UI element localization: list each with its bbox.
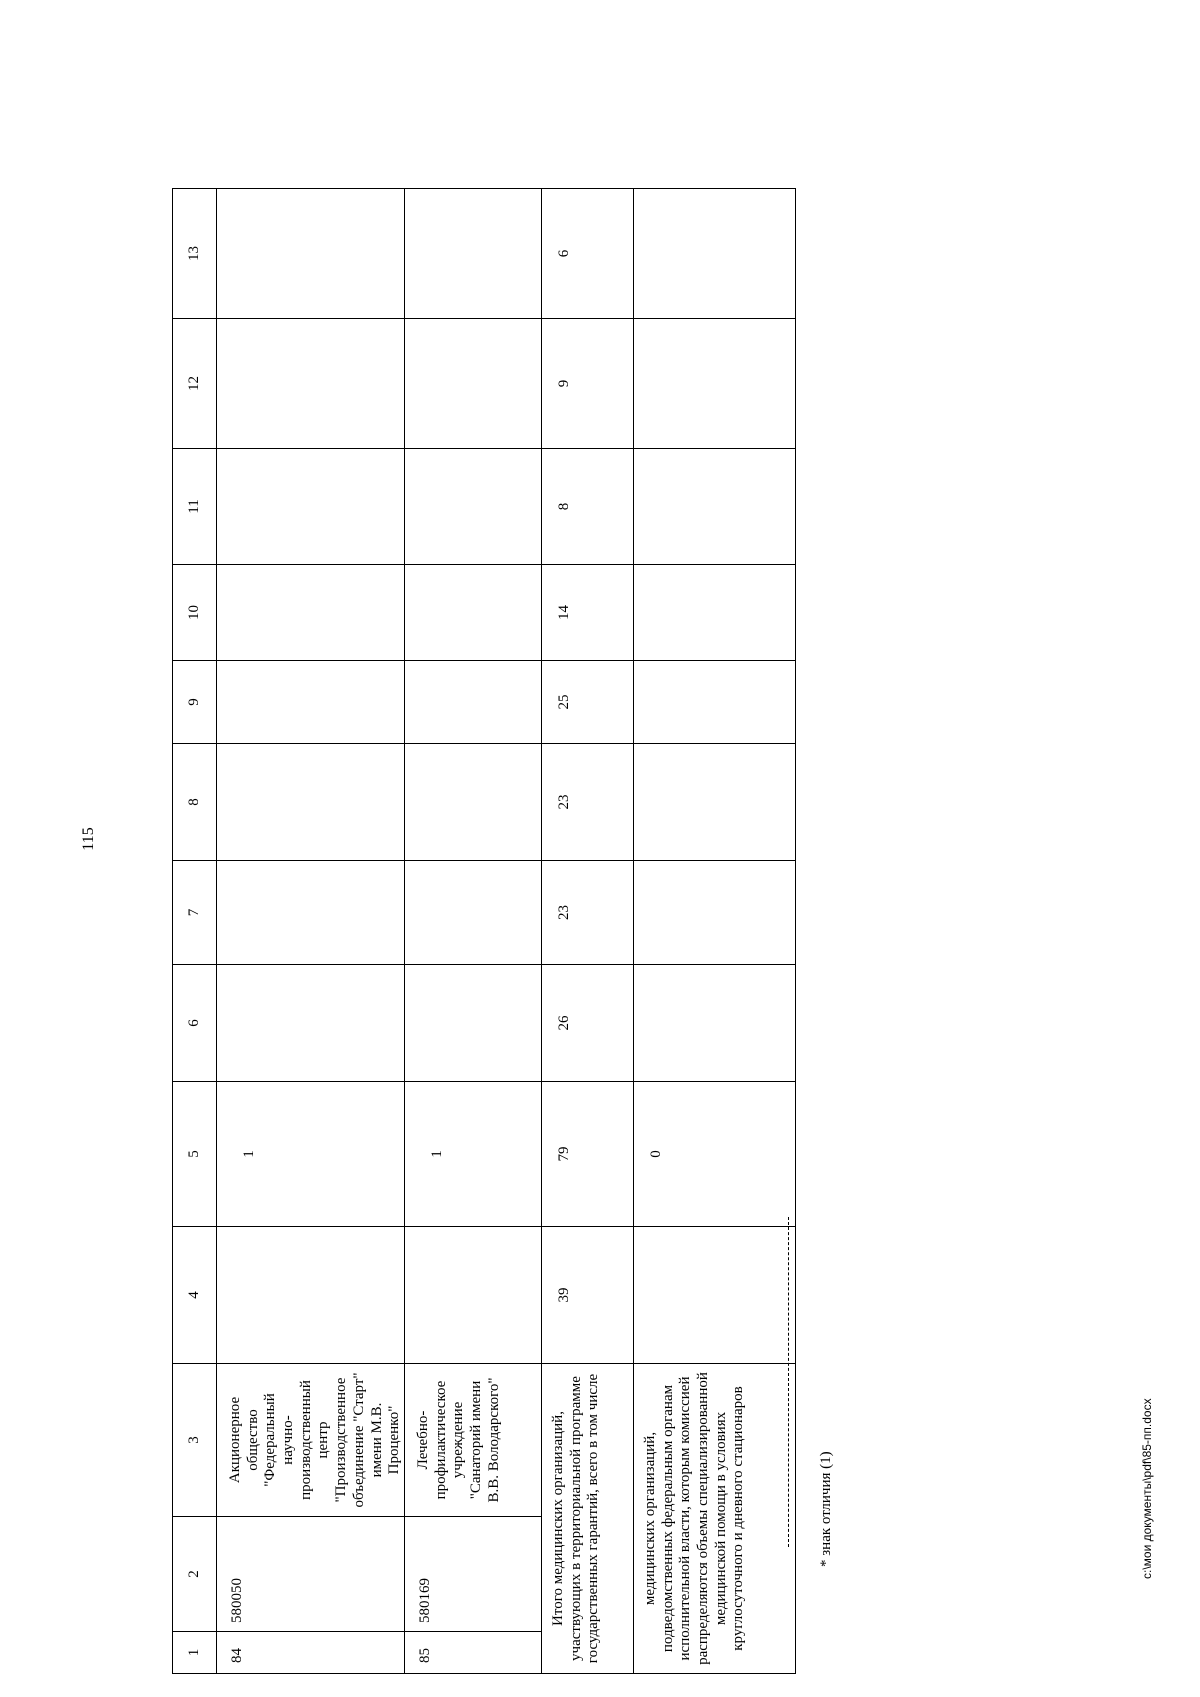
table-cell <box>633 661 795 744</box>
table-cell <box>217 661 405 744</box>
federal-row <box>633 189 795 1674</box>
table-cell <box>633 965 795 1082</box>
header-cell: 7 <box>173 861 217 965</box>
row-number: 85 <box>404 1632 541 1674</box>
table-cell <box>404 319 541 449</box>
table-cell <box>404 189 541 319</box>
footnote: * знак отличия (1) <box>818 1451 834 1567</box>
table-row <box>404 189 541 1674</box>
table-cell <box>404 744 541 861</box>
table-cell <box>633 744 795 861</box>
data-table <box>172 188 796 1674</box>
table-cell: 9 <box>541 319 633 449</box>
table-cell <box>633 319 795 449</box>
table-cell: 23 <box>541 744 633 861</box>
table-cell: 1 <box>217 1082 405 1227</box>
table-cell: 39 <box>541 1227 633 1364</box>
table-cell <box>633 565 795 661</box>
table-cell <box>404 565 541 661</box>
table-cell: 25 <box>541 661 633 744</box>
table-cell: 23 <box>541 861 633 965</box>
header-row <box>173 189 217 1674</box>
row-number: 84 <box>217 1632 405 1674</box>
header-cell: 9 <box>173 661 217 744</box>
header-cell: 5 <box>173 1082 217 1227</box>
table-cell <box>633 1227 795 1364</box>
table-cell <box>217 449 405 565</box>
table-cell <box>217 965 405 1082</box>
table-cell: 14 <box>541 565 633 661</box>
table-cell <box>217 565 405 661</box>
table-cell: 6 <box>541 189 633 319</box>
table-cell <box>217 1227 405 1364</box>
table-cell <box>404 861 541 965</box>
table-cell <box>404 661 541 744</box>
table-cell: 26 <box>541 965 633 1082</box>
table-row <box>217 189 405 1674</box>
header-cell: 12 <box>173 319 217 449</box>
total-row <box>541 189 633 1674</box>
org-name: Лечебно-профилактическое учреждение "Санаторий имени В.В. Володарского" <box>404 1364 541 1517</box>
table-cell <box>633 189 795 319</box>
table-cell: 0 <box>633 1082 795 1227</box>
org-code: 580050 <box>217 1517 405 1632</box>
table-cell <box>217 319 405 449</box>
table-cell <box>404 965 541 1082</box>
header-cell: 6 <box>173 965 217 1082</box>
header-cell: 13 <box>173 189 217 319</box>
header-cell: 11 <box>173 449 217 565</box>
table-cell <box>217 189 405 319</box>
header-cell: 4 <box>173 1227 217 1364</box>
org-code: 580169 <box>404 1517 541 1632</box>
header-cell: 10 <box>173 565 217 661</box>
table-cell <box>217 861 405 965</box>
header-cell: 8 <box>173 744 217 861</box>
table-cell <box>404 1227 541 1364</box>
table-cell <box>217 744 405 861</box>
header-cell: 1 <box>173 1632 217 1674</box>
org-name: Акционерное общество "Федеральный научно-производственный центр "Производственное объединение "Старт" имени М.В. Проценко" <box>217 1364 405 1517</box>
header-cell: 2 <box>173 1517 217 1632</box>
header-cell: 3 <box>173 1364 217 1517</box>
total-label: Итого медицинских организаций, участвующих в территориальной программе государственных гарантий, всего в том числе <box>541 1364 633 1674</box>
file-path: c:\мои документы\pdf\85-пп.docx <box>1140 1398 1154 1579</box>
table-cell <box>633 449 795 565</box>
table-cell: 79 <box>541 1082 633 1227</box>
table-cell: 1 <box>404 1082 541 1227</box>
table-cell <box>404 449 541 565</box>
footnote-divider <box>788 1217 789 1547</box>
table-cell: 8 <box>541 449 633 565</box>
federal-label: медицинских организаций, подведомственных федеральным органам исполнительной власти, которым комиссией распределяются объемы специализированной медицинской помощи в условиях круглосуточного и дневного стационаров <box>633 1364 795 1674</box>
table-cell <box>633 861 795 965</box>
page-number: 115 <box>80 827 97 851</box>
